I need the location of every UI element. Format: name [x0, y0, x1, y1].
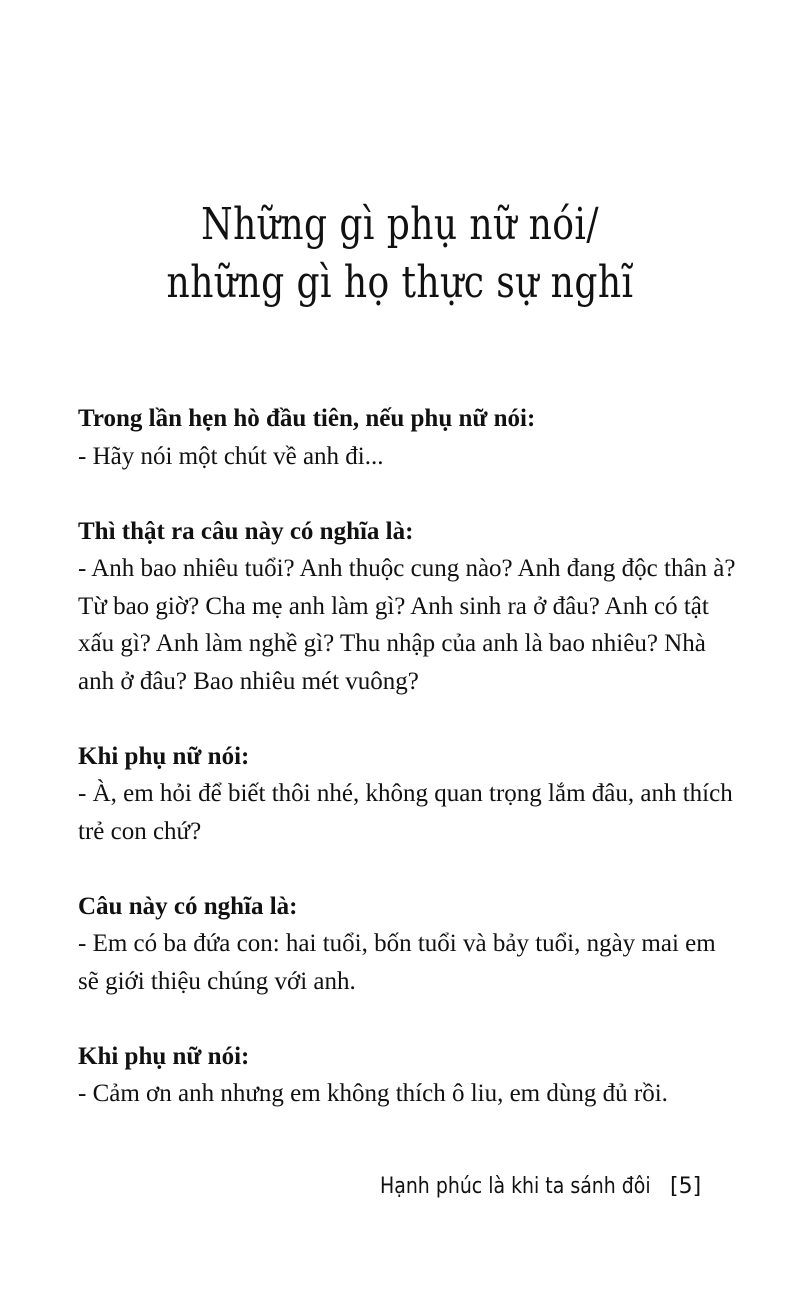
section-paragraph: - Anh bao nhiêu tuổi? Anh thuộc cung nào? Anh đang độc thân à? Từ bao giờ? Cha mẹ anh làm gì? Anh sinh ra ở đâu? Anh có tật xấu gì? Anh làm nghề gì? Thu nhập của anh là bao nhiêu? Nhà anh ở đâu? Bao nhiêu mét vuông? [78, 555, 736, 695]
section-olives [78, 1038, 738, 1113]
body-text [78, 400, 738, 1150]
section-paragraph: - À, em hỏi để biết thôi nhé, không quan trọng lắm đâu, anh thích trẻ con chứ? [78, 780, 733, 845]
footer-page-number: [5] [670, 1174, 702, 1199]
page-title [0, 196, 800, 312]
section-paragraph: - Em có ba đứa con: hai tuổi, bốn tuổi và bảy tuổi, ngày mai em sẽ giới thiệu chúng với anh. [78, 930, 716, 995]
section-heading: Thì thật ra câu này có nghĩa là: [78, 517, 414, 545]
page-footer [380, 1172, 740, 1202]
section-children-meaning [78, 888, 738, 1001]
section-heading: Câu này có nghĩa là: [78, 892, 298, 920]
section-heading: Khi phụ nữ nói: [78, 1042, 250, 1070]
section-real-meaning [78, 513, 738, 701]
page-title-line-1: Những gì phụ nữ nói/ [201, 199, 599, 250]
footer-book-title: Hạnh phúc là khi ta sánh đôi [380, 1174, 651, 1199]
section-heading: Trong lần hẹn hò đầu tiên, nếu phụ nữ nói: [78, 405, 536, 432]
section-paragraph: - Cảm ơn anh nhưng em không thích ô liu, em dùng đủ rồi. [78, 1080, 668, 1107]
page-title-line-2: những gì họ thực sự nghĩ [166, 257, 634, 308]
section-children-question [78, 738, 738, 851]
section-heading: Khi phụ nữ nói: [78, 742, 250, 770]
section-first-date [78, 400, 738, 475]
section-paragraph: - Hãy nói một chút về anh đi... [78, 442, 384, 470]
